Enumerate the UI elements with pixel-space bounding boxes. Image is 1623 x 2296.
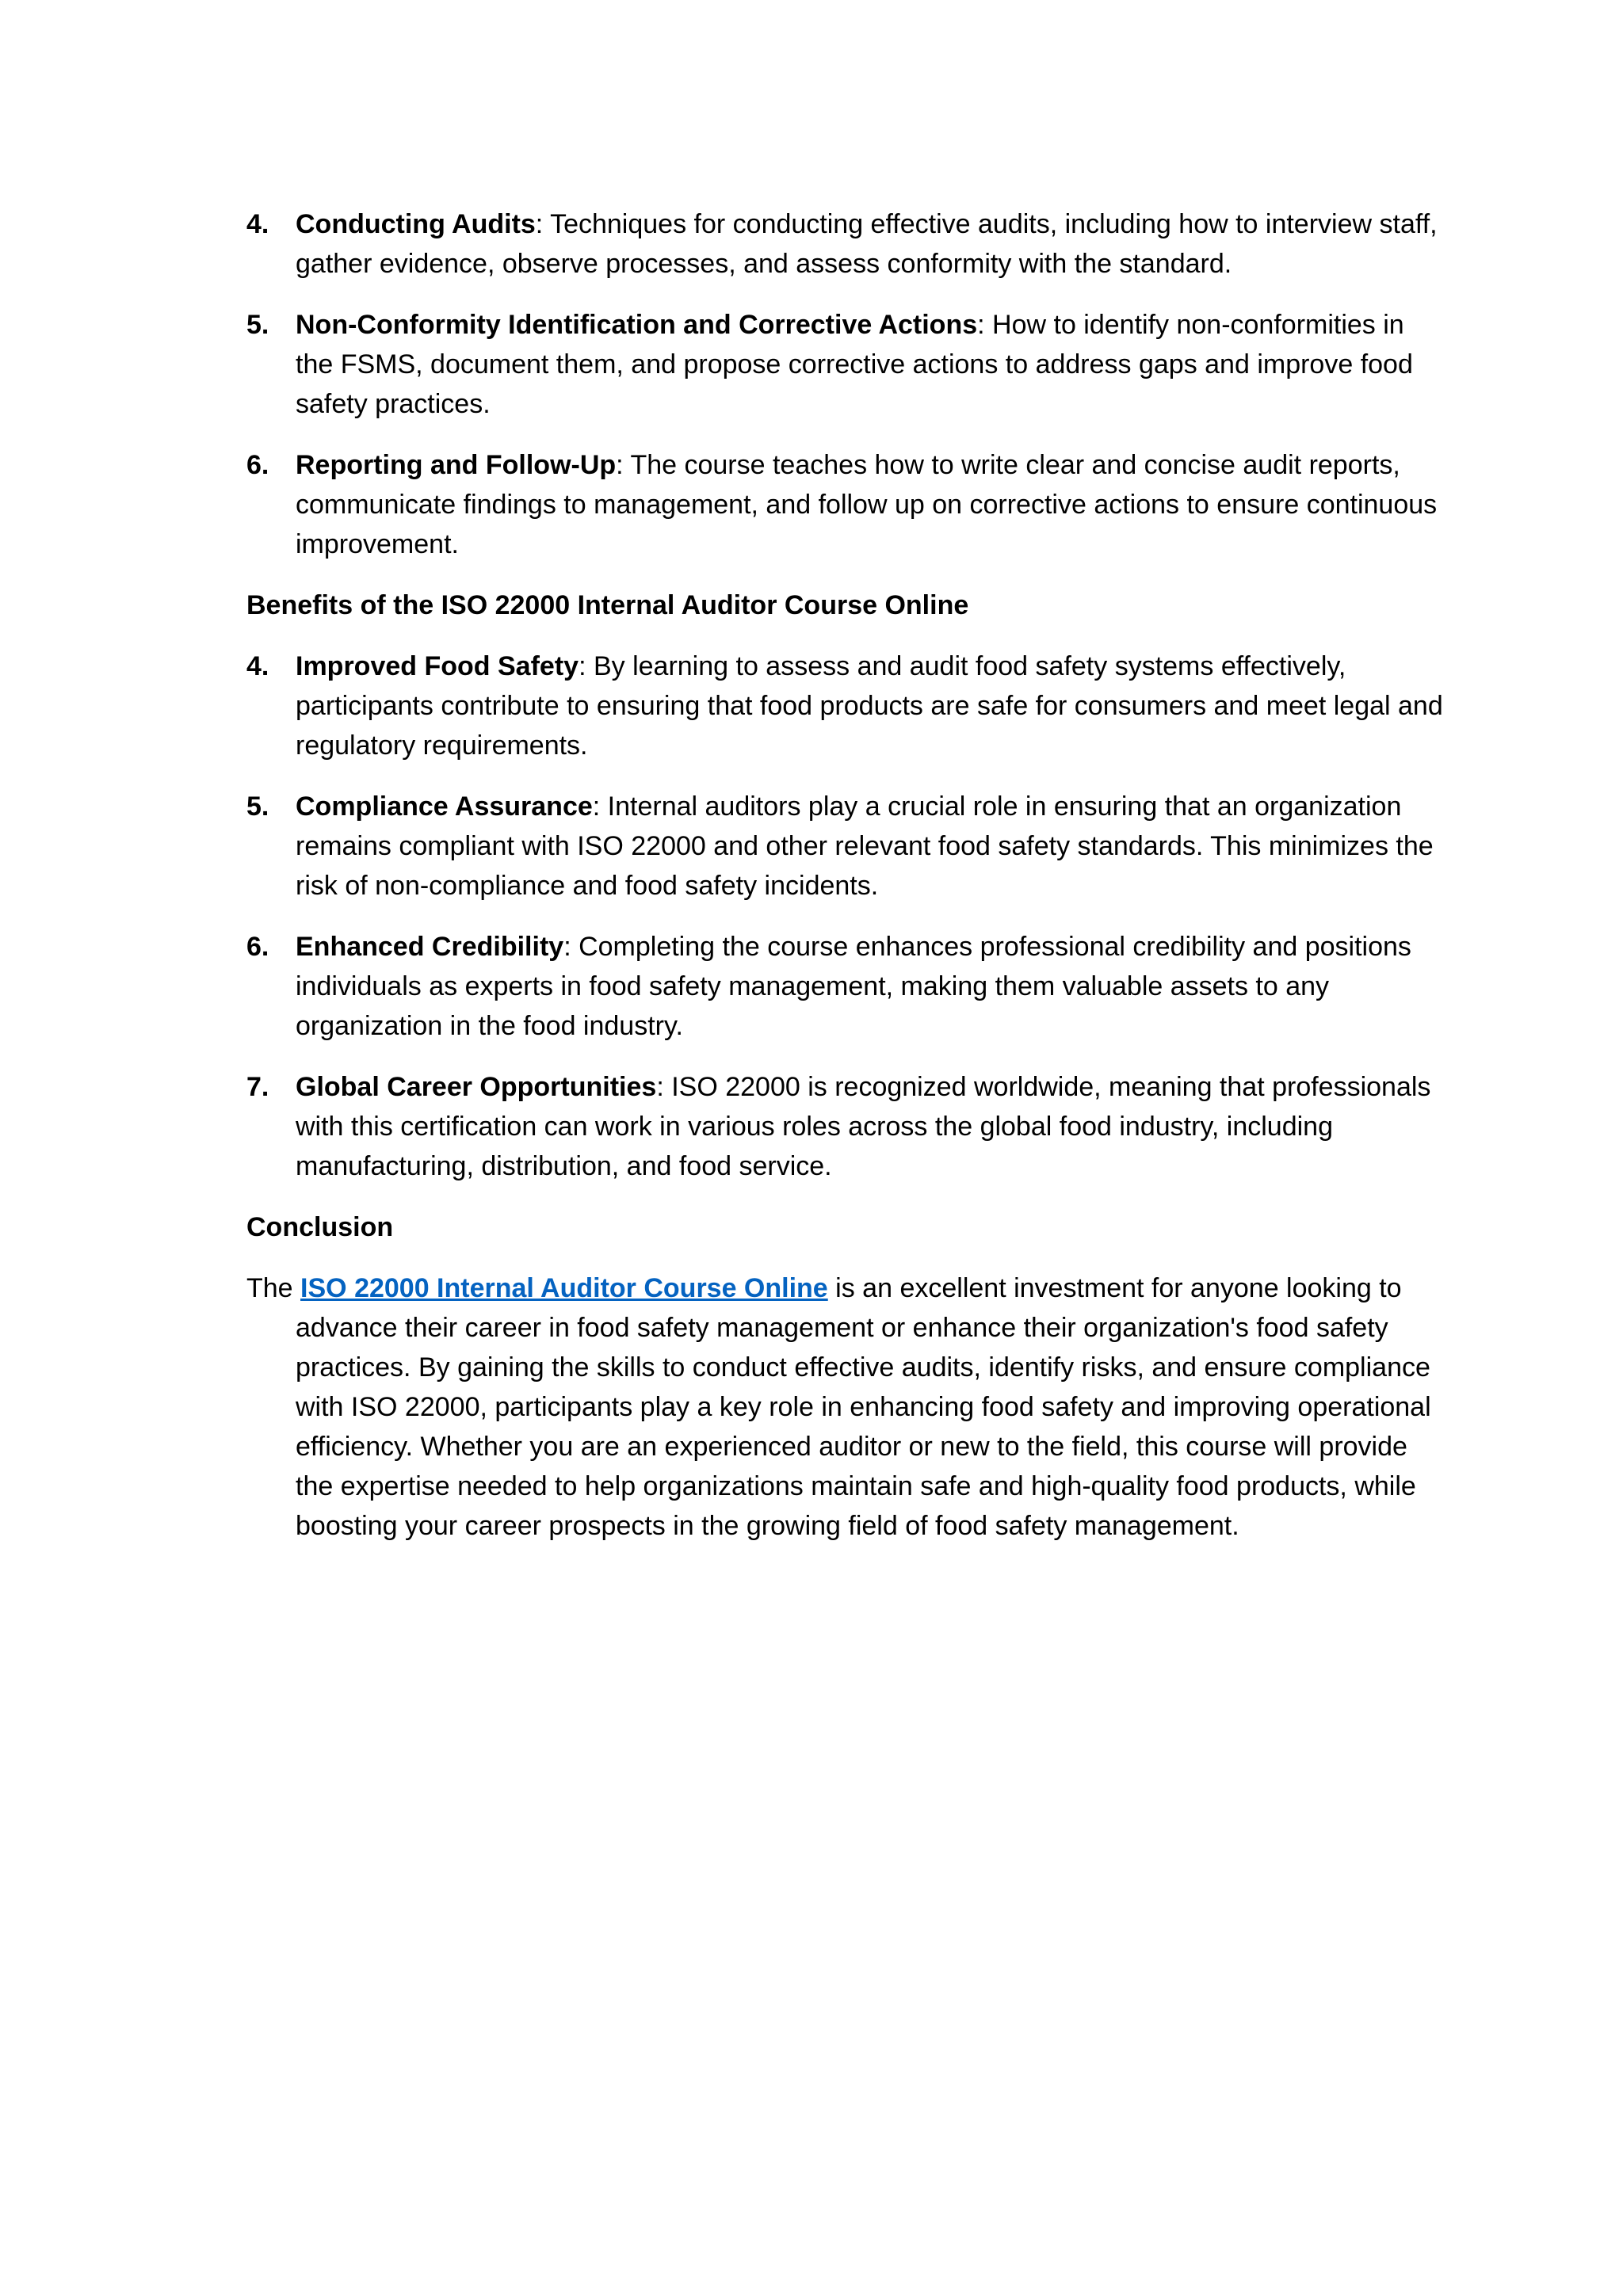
conclusion-body: is an excellent investment for anyone looking to advance their career in food safety management or enhance their organization's food safety practices. By gaining the skills to conduct effective audits, identify risks, and ensure compliance with ISO 22000, participants play a key role in enhancing food safety and improving operational efficiency. Whether you are an experienced auditor or new to the field, this course will provide the expertise needed to help organizations maintain safe and high-quality food products, while boosting your career prospects in the growing field of food safety management. [296, 1273, 1431, 1541]
list-text: : By learning to assess and audit food safety systems effectively, participants contribute to ensuring that food products are safe for consumers and meet legal and regulatory requirements. [296, 651, 1443, 761]
list-number: 7. [246, 1072, 269, 1102]
list-text: : ISO 22000 is recognized worldwide, meaning that professionals with this certification can work in various roles across the global food industry, including manufacturing, distribution, and food service. [296, 1072, 1431, 1181]
list-text: : Techniques for conducting effective audits, including how to interview staff, gather evidence, observe processes, and assess conformity with the standard. [296, 209, 1438, 279]
conclusion-prefix: The [246, 1273, 301, 1303]
list-item-compliance-assurance [246, 787, 1443, 906]
list-term: Non-Conformity Identification and Corrective Actions [296, 310, 978, 340]
list-term: Conducting Audits [296, 209, 536, 239]
list-term: Improved Food Safety [296, 651, 579, 681]
conclusion-heading: Conclusion [246, 1212, 394, 1242]
list-text: : Internal auditors play a crucial role in ensuring that an organization remains compliant with ISO 22000 and other relevant food safety standards. This minimizes the risk of non-compliance and food safety incidents. [296, 791, 1434, 901]
list-item-conducting-audits [246, 204, 1443, 284]
list-number: 5. [246, 310, 269, 340]
list-item-non-conformity [246, 305, 1443, 424]
list-number: 6. [246, 932, 269, 962]
list-term: Global Career Opportunities [296, 1072, 657, 1102]
list-number: 6. [246, 450, 269, 480]
course-link[interactable]: ISO 22000 Internal Auditor Course Online [300, 1273, 828, 1303]
conclusion-paragraph [246, 1268, 1443, 1546]
list-item-global-career [246, 1067, 1443, 1186]
list-item-improved-food-safety [246, 646, 1443, 765]
list-number: 4. [246, 209, 269, 239]
list-item-reporting [246, 445, 1443, 564]
list-term: Enhanced Credibility [296, 932, 564, 962]
list-term: Reporting and Follow-Up [296, 450, 617, 480]
document-page [246, 204, 1443, 1567]
list-number: 5. [246, 791, 269, 822]
list-text: : How to identify non-conformities in the FSMS, document them, and propose corrective actions to address gaps and improve food safety practices. [296, 310, 1413, 419]
list-term: Compliance Assurance [296, 791, 593, 822]
list-item-enhanced-credibility [246, 927, 1443, 1046]
list-number: 4. [246, 651, 269, 681]
list-text: : Completing the course enhances professional credibility and positions individuals as experts in food safety management, making them valuable assets to any organization in the food industry. [296, 932, 1411, 1041]
list-text: : The course teaches how to write clear and concise audit reports, communicate findings to management, and follow up on corrective actions to ensure continuous improvement. [296, 450, 1438, 559]
benefits-heading: Benefits of the ISO 22000 Internal Auditor Course Online [246, 590, 969, 620]
